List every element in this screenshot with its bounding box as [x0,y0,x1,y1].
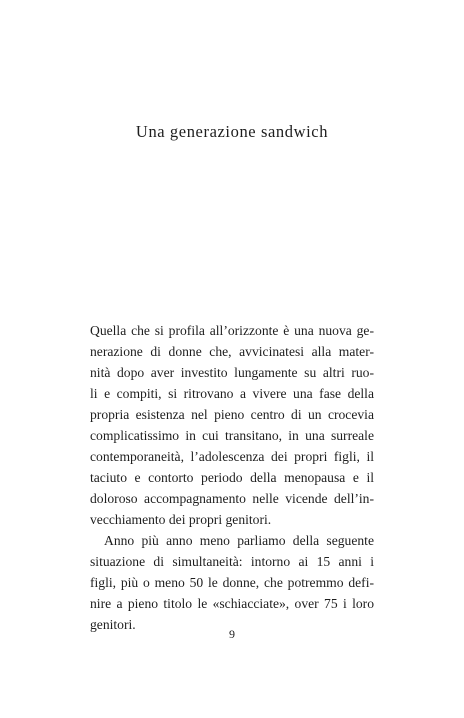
text-line: figli, più o meno 50 le donne, che potremmo defi- [90,575,374,590]
page-number: 9 [229,627,235,641]
text-line: Anno più anno meno parliamo della seguente [104,533,374,548]
text-line: situazione di simultaneità: intorno ai 15 anni i [90,554,374,569]
body-text [90,320,374,635]
text-line: nità dopo aver investito lungamente su altri ruo- [90,365,374,380]
text-line: taciuto e contorto periodo della menopausa e il [90,470,374,485]
text-line: nire a pieno titolo le «schiacciate», over 75 i loro [90,596,374,611]
text-line: contemporaneità, l’adolescenza dei propri figli, il [90,449,374,464]
text-line: doloroso accompagnamento nelle vicende dell’in- [90,491,374,506]
text-line: propria esistenza nel pieno centro di un crocevia [90,407,374,422]
text-line: li e compiti, si ritrovano a vivere una fase della [90,386,374,401]
paragraph-2 [90,530,374,635]
text-line: nerazione di donne che, avvicinatesi alla mater- [90,344,374,359]
paragraph-1 [90,320,374,530]
text-line: genitori. [90,617,136,632]
text-line: complicatissimo in cui transitano, in una surreale [90,428,374,443]
chapter-title: Una generazione sandwich [135,122,329,141]
text-line: vecchiamento dei propri genitori. [90,512,272,527]
text-line: Quella che si profila all’orizzonte è una nuova ge- [90,323,374,338]
